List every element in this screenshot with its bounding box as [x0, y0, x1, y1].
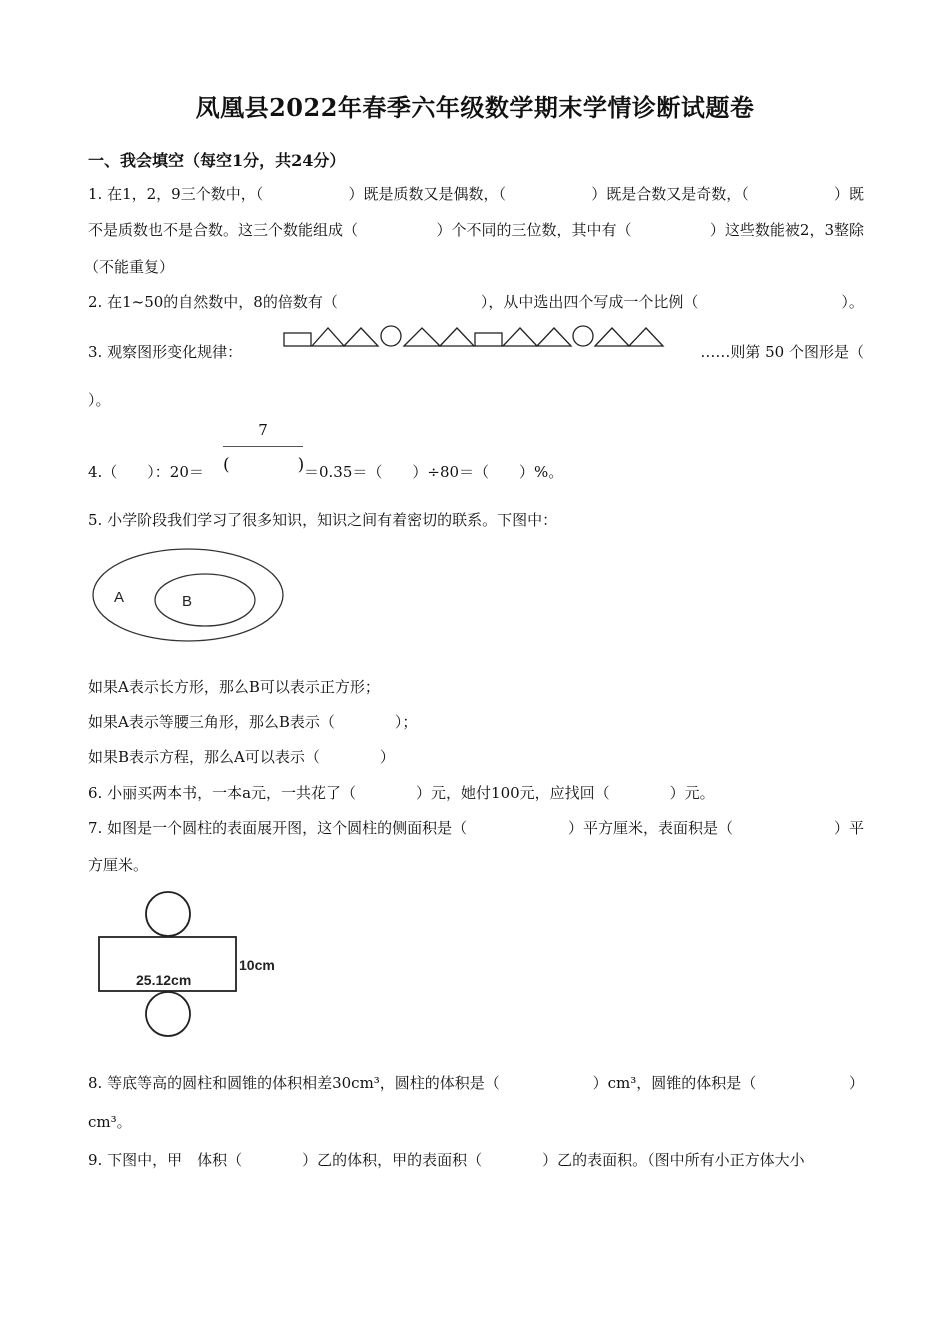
rectangle-shape [284, 333, 311, 346]
triangle-shape [312, 328, 344, 346]
question-8-line-1: 8. 等底等高的圆柱和圆锥的体积相差30cm³，圆柱的体积是（ ）cm³，圆锥的体积是（ ） [88, 1074, 864, 1092]
triangle-shape [344, 328, 378, 346]
fraction-bar [223, 446, 303, 447]
question-1-line-2: 不是质数也不是合数。这三个数能组成（ ）个不同的三位数，其中有（ ）这些数能被2，3整除 [88, 221, 864, 239]
question-7-line-1: 7. 如图是一个圆柱的表面展开图，这个圆柱的侧面积是（ ）平方厘米，表面积是（ ）平 [88, 819, 864, 837]
question-6: 6. 小丽买两本书，一本a元，一共花了（ ）元，她付100元，应找回（ ）元。 [88, 784, 715, 802]
question-8-line-2: cm³。 [88, 1113, 132, 1131]
question-5-line-1: 如果A表示长方形，那么B可以表示正方形； [88, 678, 380, 696]
question-7-line-2: 方厘米。 [88, 856, 149, 874]
triangle-shape [629, 328, 663, 346]
triangle-shape [404, 328, 440, 346]
nested-set-diagram [92, 548, 292, 644]
section-heading: 一、我会填空（每空1分，共24分） [88, 151, 346, 170]
bottom-circle [146, 992, 190, 1036]
question-4-suffix: ＝0.35＝（ ）÷80＝（ ）%。 [304, 463, 564, 481]
question-9: 9. 下图中，甲 体积（ ）乙的体积，甲的表面积（ ）乙的表面积。（图中所有小正方体大小 [88, 1151, 805, 1169]
question-1-line-1: 1. 在1，2，9三个数中，（ ）既是质数又是偶数，（ ）既是合数又是奇数，（ ）既 [88, 185, 864, 203]
question-3-suffix: ……则第 50 个图形是（ [700, 343, 864, 361]
triangle-shape [595, 328, 629, 346]
circle-shape [381, 326, 401, 346]
page-title: 凤凰县2022年春季六年级数学期末学情诊断试题卷 [195, 93, 755, 122]
height-label: 10cm [239, 957, 275, 973]
question-3-prefix: 3. 观察图形变化规律： [88, 343, 243, 361]
set-b-ellipse [155, 574, 255, 626]
question-2: 2. 在1~50的自然数中，8的倍数有（ ），从中选出四个写成一个比例（ ）。 [88, 293, 864, 311]
top-circle [146, 892, 190, 936]
set-a-label: A [114, 589, 125, 606]
triangle-shape [537, 328, 571, 346]
question-5-line-2: 如果A表示等腰三角形，那么B表示（ ）； [88, 713, 418, 731]
fraction-numerator: 7 [258, 421, 268, 439]
width-label: 25.12cm [136, 972, 192, 988]
triangle-shape [440, 328, 474, 346]
circle-shape [573, 326, 593, 346]
question-4-prefix: 4.（ ）：20＝ [88, 463, 204, 481]
fraction-denominator: ( ) [223, 455, 305, 475]
question-3-line-2: ）。 [88, 391, 111, 409]
cylinder-net-diagram [96, 888, 296, 1040]
shape-sequence [282, 325, 668, 351]
set-b-label: B [182, 593, 193, 610]
triangle-shape [503, 328, 537, 346]
rectangle-shape [475, 333, 502, 346]
question-5-line-3: 如果B表示方程，那么A可以表示（ ） [88, 748, 395, 766]
question-1-line-3: （不能重复） [84, 258, 175, 276]
question-5: 5. 小学阶段我们学习了很多知识，知识之间有着密切的联系。下图中： [88, 511, 558, 529]
